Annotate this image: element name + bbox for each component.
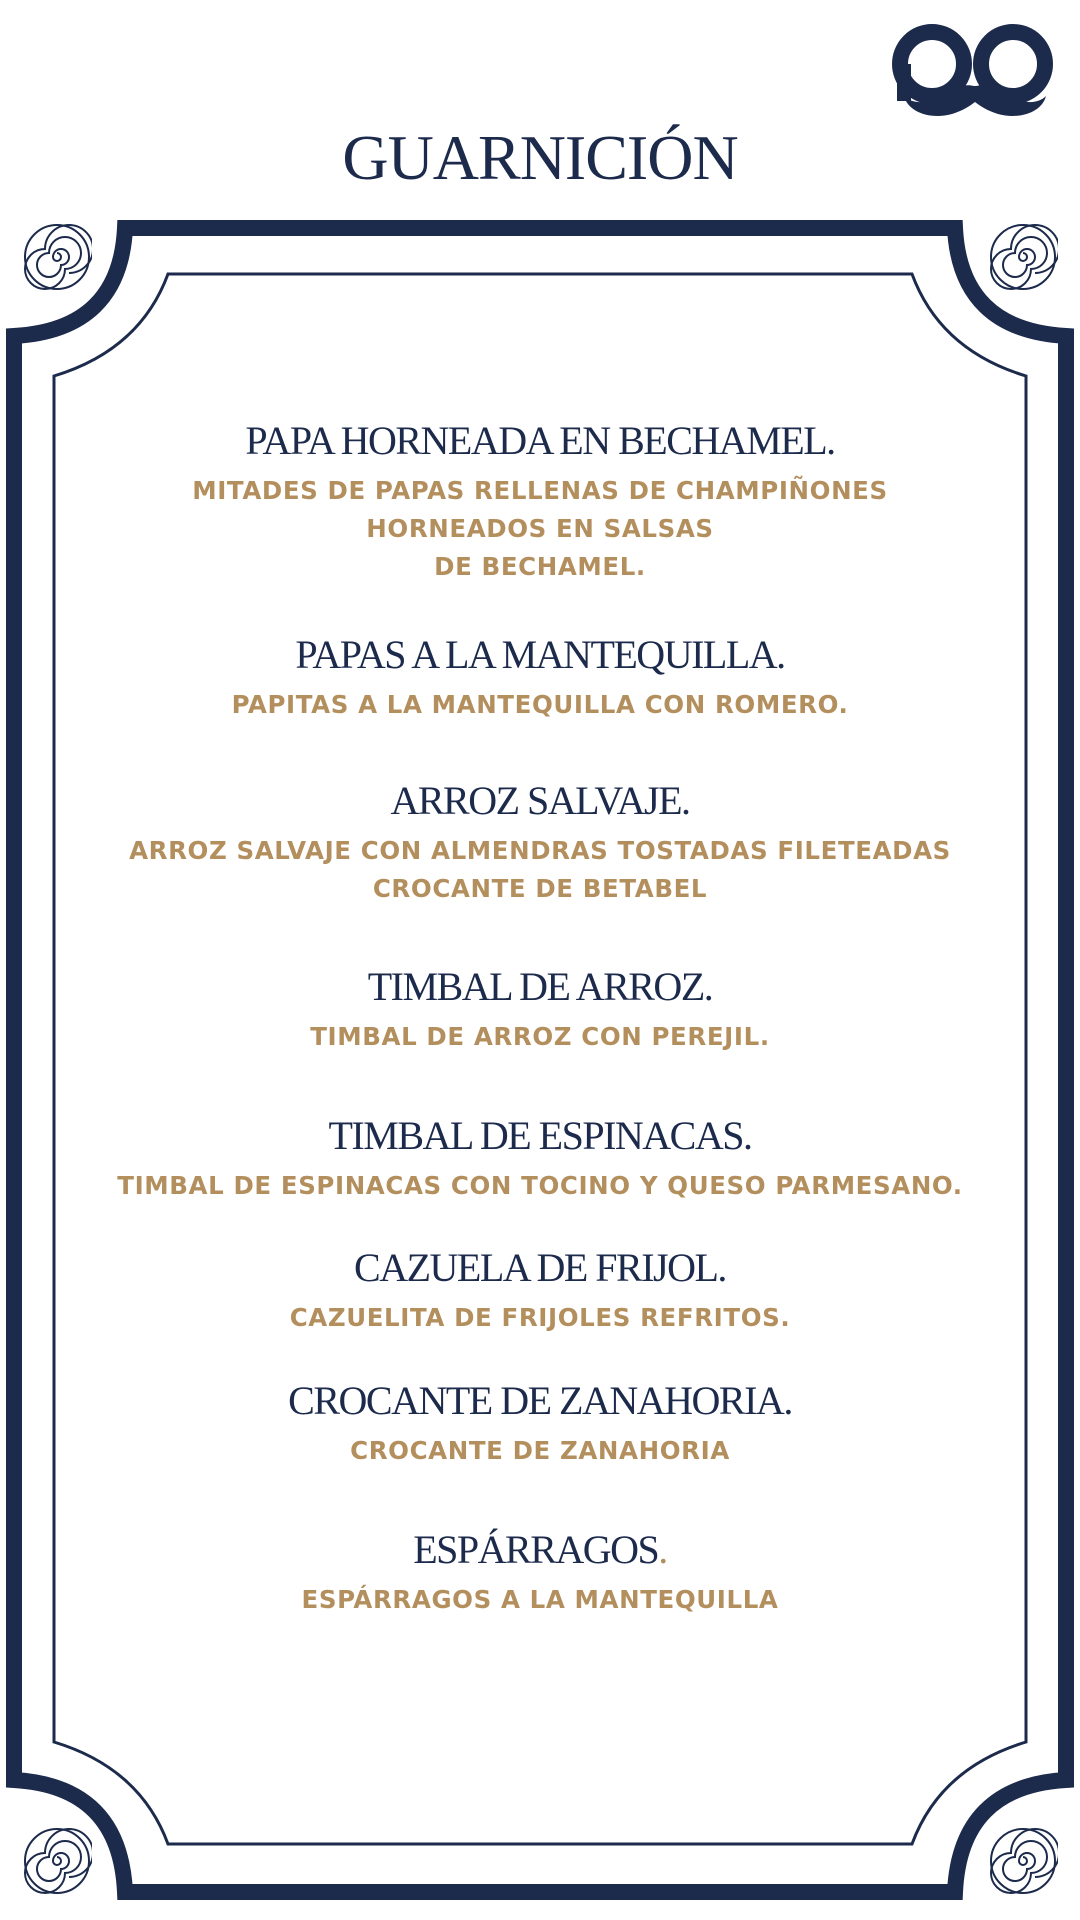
dish-description: CROCANTE DE ZANAHORIA	[350, 1436, 730, 1465]
dish-name: CROCANTE DE ZANAHORIA.	[288, 1378, 792, 1423]
dish-name: ARROZ SALVAJE.	[390, 778, 690, 823]
menu-item	[90, 778, 990, 908]
dish-description: MITADES DE PAPAS RELLENAS DE CHAMPIÑONES HORNEADOS EN SALSAS DE BECHAMEL.	[192, 476, 888, 581]
dish-description: ARROZ SALVAJE CON ALMENDRAS TOSTADAS FILETEADAS CROCANTE DE BETABEL	[129, 836, 951, 903]
menu-item	[90, 1527, 990, 1619]
dish-name: CAZUELA DE FRIJOL.	[354, 1245, 726, 1290]
menu-item	[90, 1113, 990, 1205]
dish-description: TIMBAL DE ESPINACAS CON TOCINO Y QUESO PARMESANO.	[117, 1171, 963, 1200]
dish-name: TIMBAL DE ARROZ.	[367, 964, 713, 1009]
dish-name-text: ESPÁRRAGOS	[413, 1527, 659, 1572]
menu-item	[90, 1245, 990, 1337]
menu-item	[90, 632, 990, 724]
spiral-ornament-icon	[22, 222, 92, 292]
dish-name: PAPA HORNEADA EN BECHAMEL.	[245, 418, 835, 463]
dish-name: TIMBAL DE ESPINACAS.	[328, 1113, 752, 1158]
spiral-ornament-icon	[988, 222, 1058, 292]
monocle-mustache-logo-icon	[890, 16, 1060, 134]
dish-description: CAZUELITA DE FRIJOLES REFRITOS.	[289, 1303, 791, 1332]
dish-name	[90, 1527, 990, 1573]
dish-description: ESPÁRRAGOS A LA MANTEQUILLA	[301, 1585, 779, 1614]
dish-description: TIMBAL DE ARROZ CON PEREJIL.	[310, 1022, 770, 1051]
dish-name-period: .	[658, 1527, 667, 1572]
menu-item	[90, 1378, 990, 1470]
spiral-ornament-icon	[22, 1826, 92, 1896]
menu-item	[90, 964, 990, 1056]
page-title: GUARNICIÓN	[342, 122, 738, 193]
dish-description: PAPITAS A LA MANTEQUILLA CON ROMERO.	[231, 690, 849, 719]
spiral-ornament-icon	[988, 1826, 1058, 1896]
dish-name: PAPAS A LA MANTEQUILLA.	[295, 632, 785, 677]
menu-item	[90, 418, 990, 586]
